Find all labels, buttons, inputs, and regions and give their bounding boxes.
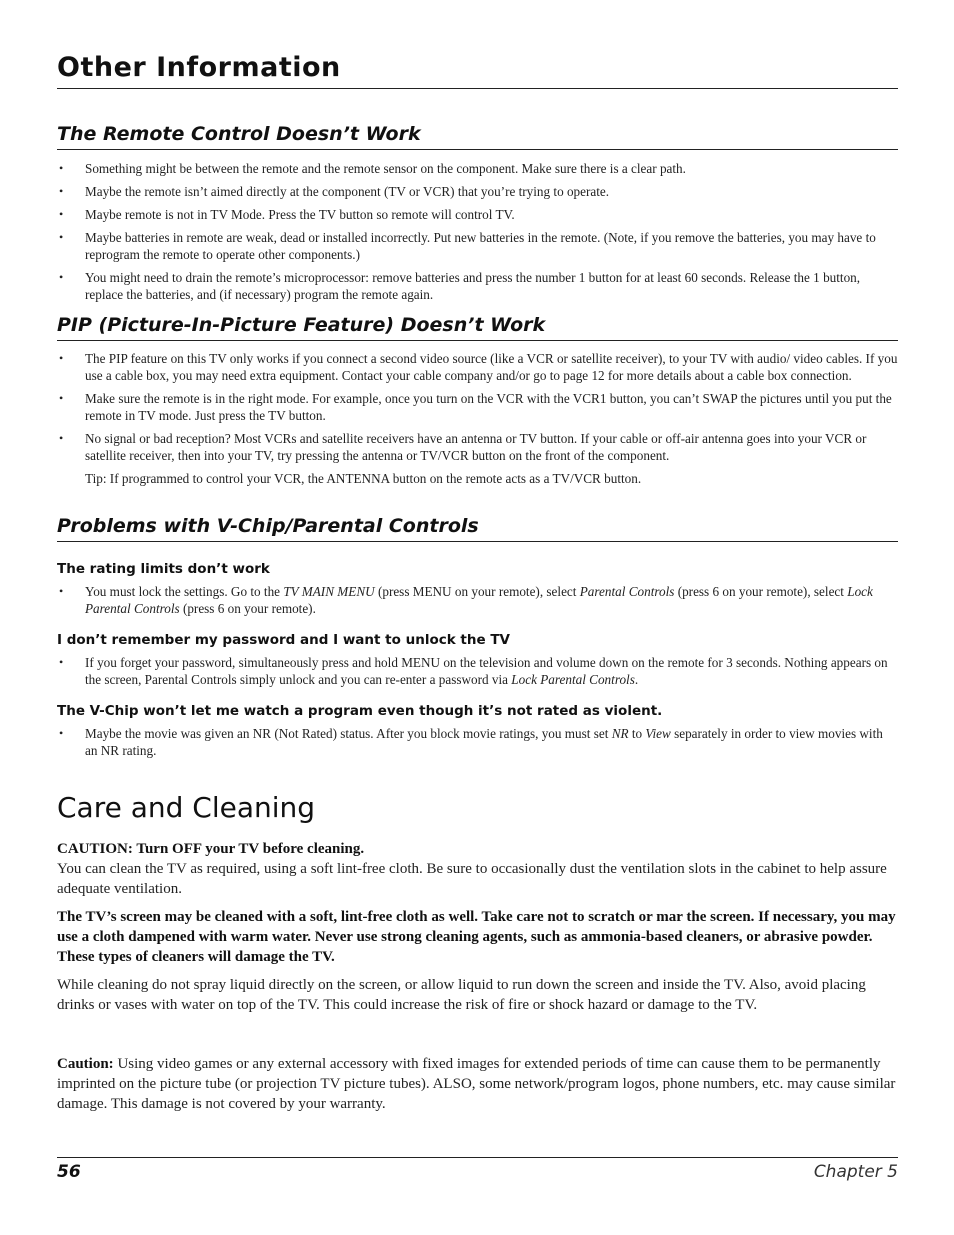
menu-name: Parental Controls xyxy=(579,584,675,599)
text-run: Maybe the movie was given an NR (Not Rated) status. After you block movie ratings, you must set xyxy=(85,726,612,741)
care-paragraph-4 xyxy=(57,1054,898,1114)
vchip-subheading-nr: The V-Chip won’t let me watch a program even though it’s not rated as violent. xyxy=(57,703,663,719)
header-rule xyxy=(57,88,898,89)
list-item: • You might need to drain the remote’s microprocessor: remove batteries and press the number 1 button for at least 60 seconds. Release the 1 button, replace the batteries, and (if necessary) program the remote again. xyxy=(57,269,898,303)
setting-name: NR xyxy=(611,726,629,741)
text-run: You must lock the settings. Go to the xyxy=(85,584,284,599)
care-paragraph-1 xyxy=(57,839,898,899)
text-run: separately in order to view movies with an NR rating. xyxy=(85,726,883,758)
text-run: . xyxy=(634,672,639,687)
list-item: • No signal or bad reception? Most VCRs and satellite receivers have an antenna or TV button. If your cable or off-air antenna goes into your VCR or satellite receiver, then into your TV, try pressing the antenna or TV/VCR button on the front of the component. xyxy=(57,430,898,464)
list-item: • Maybe the remote isn’t aimed directly at the component (TV or VCR) that you’re trying to operate. xyxy=(57,183,898,200)
paragraph-text: Using video games or any external accessory with fixed images for extended periods of time can cause them to be permanently imprinted on the picture tube (or projection TV picture tubes). ALSO, some network/program logos, phone numbers, etc. may cause similar damage. This damage is not covered by your warranty. xyxy=(57,1056,896,1112)
chapter-label: Chapter 5 xyxy=(813,1162,898,1182)
vchip-section-heading: Problems with V-Chip/Parental Controls xyxy=(57,515,898,542)
page-title: Other Information xyxy=(57,52,341,83)
care-paragraph-3 xyxy=(57,975,898,1015)
pip-section-heading: PIP (Picture-In-Picture Feature) Doesn’t Work xyxy=(57,314,898,341)
vchip-nr-list xyxy=(57,725,898,765)
menu-name: Lock Parental Controls xyxy=(511,672,635,687)
text-run: (press 6 on your remote). xyxy=(179,601,316,616)
list-item: • Maybe batteries in remote are weak, dead or installed incorrectly. Put new batteries in the remote. (Note, if you remove the batteries, you may have to reprogram the remote to operate other components.) xyxy=(57,229,898,263)
footer-rule xyxy=(57,1157,898,1158)
pip-list xyxy=(57,350,898,493)
vchip-rating-list xyxy=(57,583,898,623)
paragraph-text: The TV’s screen may be cleaned with a soft, lint-free cloth as well. Take care not to scratch or mar the screen. If necessary, you may use a cloth dampened with warm water. Never use strong cleaning agents, such as ammonia-based cleaners, or abrasive powder. These types of cleaners will damage the TV. xyxy=(57,909,896,965)
list-item xyxy=(57,654,898,688)
text-run: If you forget your password, simultaneously press and hold MENU on the television and volume down on the remote for 3 seconds. Nothing appears on the screen, Parental Controls simply unlock and you can re-enter a password via xyxy=(85,655,888,687)
list-item: • The PIP feature on this TV only works if you connect a second video source (like a VCR or satellite receiver), to your TV with audio/ video cables. If you use a cable box, you may need extra equipment. Contact your cable company and/or go to page 12 for more details about a cable box connection. xyxy=(57,350,898,384)
caution-label: Caution: xyxy=(57,1056,114,1072)
text-run: (press 6 on your remote), select xyxy=(674,584,848,599)
text-run: (press MENU on your remote), select xyxy=(374,584,580,599)
page-number: 56 xyxy=(57,1162,81,1182)
tip-text: Tip: If programmed to control your VCR, the ANTENNA button on the remote acts as a TV/VCR button. xyxy=(85,471,642,486)
vchip-password-list xyxy=(57,654,898,694)
care-paragraph-2 xyxy=(57,907,898,967)
vchip-subheading-password: I don’t remember my password and I want to unlock the TV xyxy=(57,632,510,648)
care-section-title: Care and Cleaning xyxy=(57,791,316,824)
list-item: • Maybe remote is not in TV Mode. Press the TV button so remote will control TV. xyxy=(57,206,898,223)
menu-name: TV MAIN MENU xyxy=(283,584,375,599)
list-item: • Something might be between the remote and the remote sensor on the component. Make sure there is a clear path. xyxy=(57,160,898,177)
vchip-subheading-rating: The rating limits don’t work xyxy=(57,561,270,577)
paragraph-text: You can clean the TV as required, using a soft lint-free cloth. Be sure to occasionally dust the ventilation slots in the cabinet to help assure adequate ventilation. xyxy=(57,861,887,897)
setting-name: View xyxy=(645,726,671,741)
list-item xyxy=(57,583,898,617)
menu-name: Lock Parental Controls xyxy=(85,584,873,616)
remote-list xyxy=(57,160,898,309)
list-item xyxy=(57,725,898,759)
text-run: to xyxy=(628,726,646,741)
remote-section-heading: The Remote Control Doesn’t Work xyxy=(57,123,898,150)
caution-label: CAUTION: Turn OFF your TV before cleaning. xyxy=(57,841,365,857)
paragraph-text: While cleaning do not spray liquid directly on the screen, or allow liquid to run down the screen and inside the TV. Also, avoid placing drinks or vases with water on top of the TV. This could increase the risk of fire or shock hazard or damage to the TV. xyxy=(57,977,866,1013)
list-item: • Make sure the remote is in the right mode. For example, once you turn on the VCR with the VCR1 button, you can’t SWAP the pictures until you put the remote in TV mode. Just press the TV button. xyxy=(57,390,898,424)
